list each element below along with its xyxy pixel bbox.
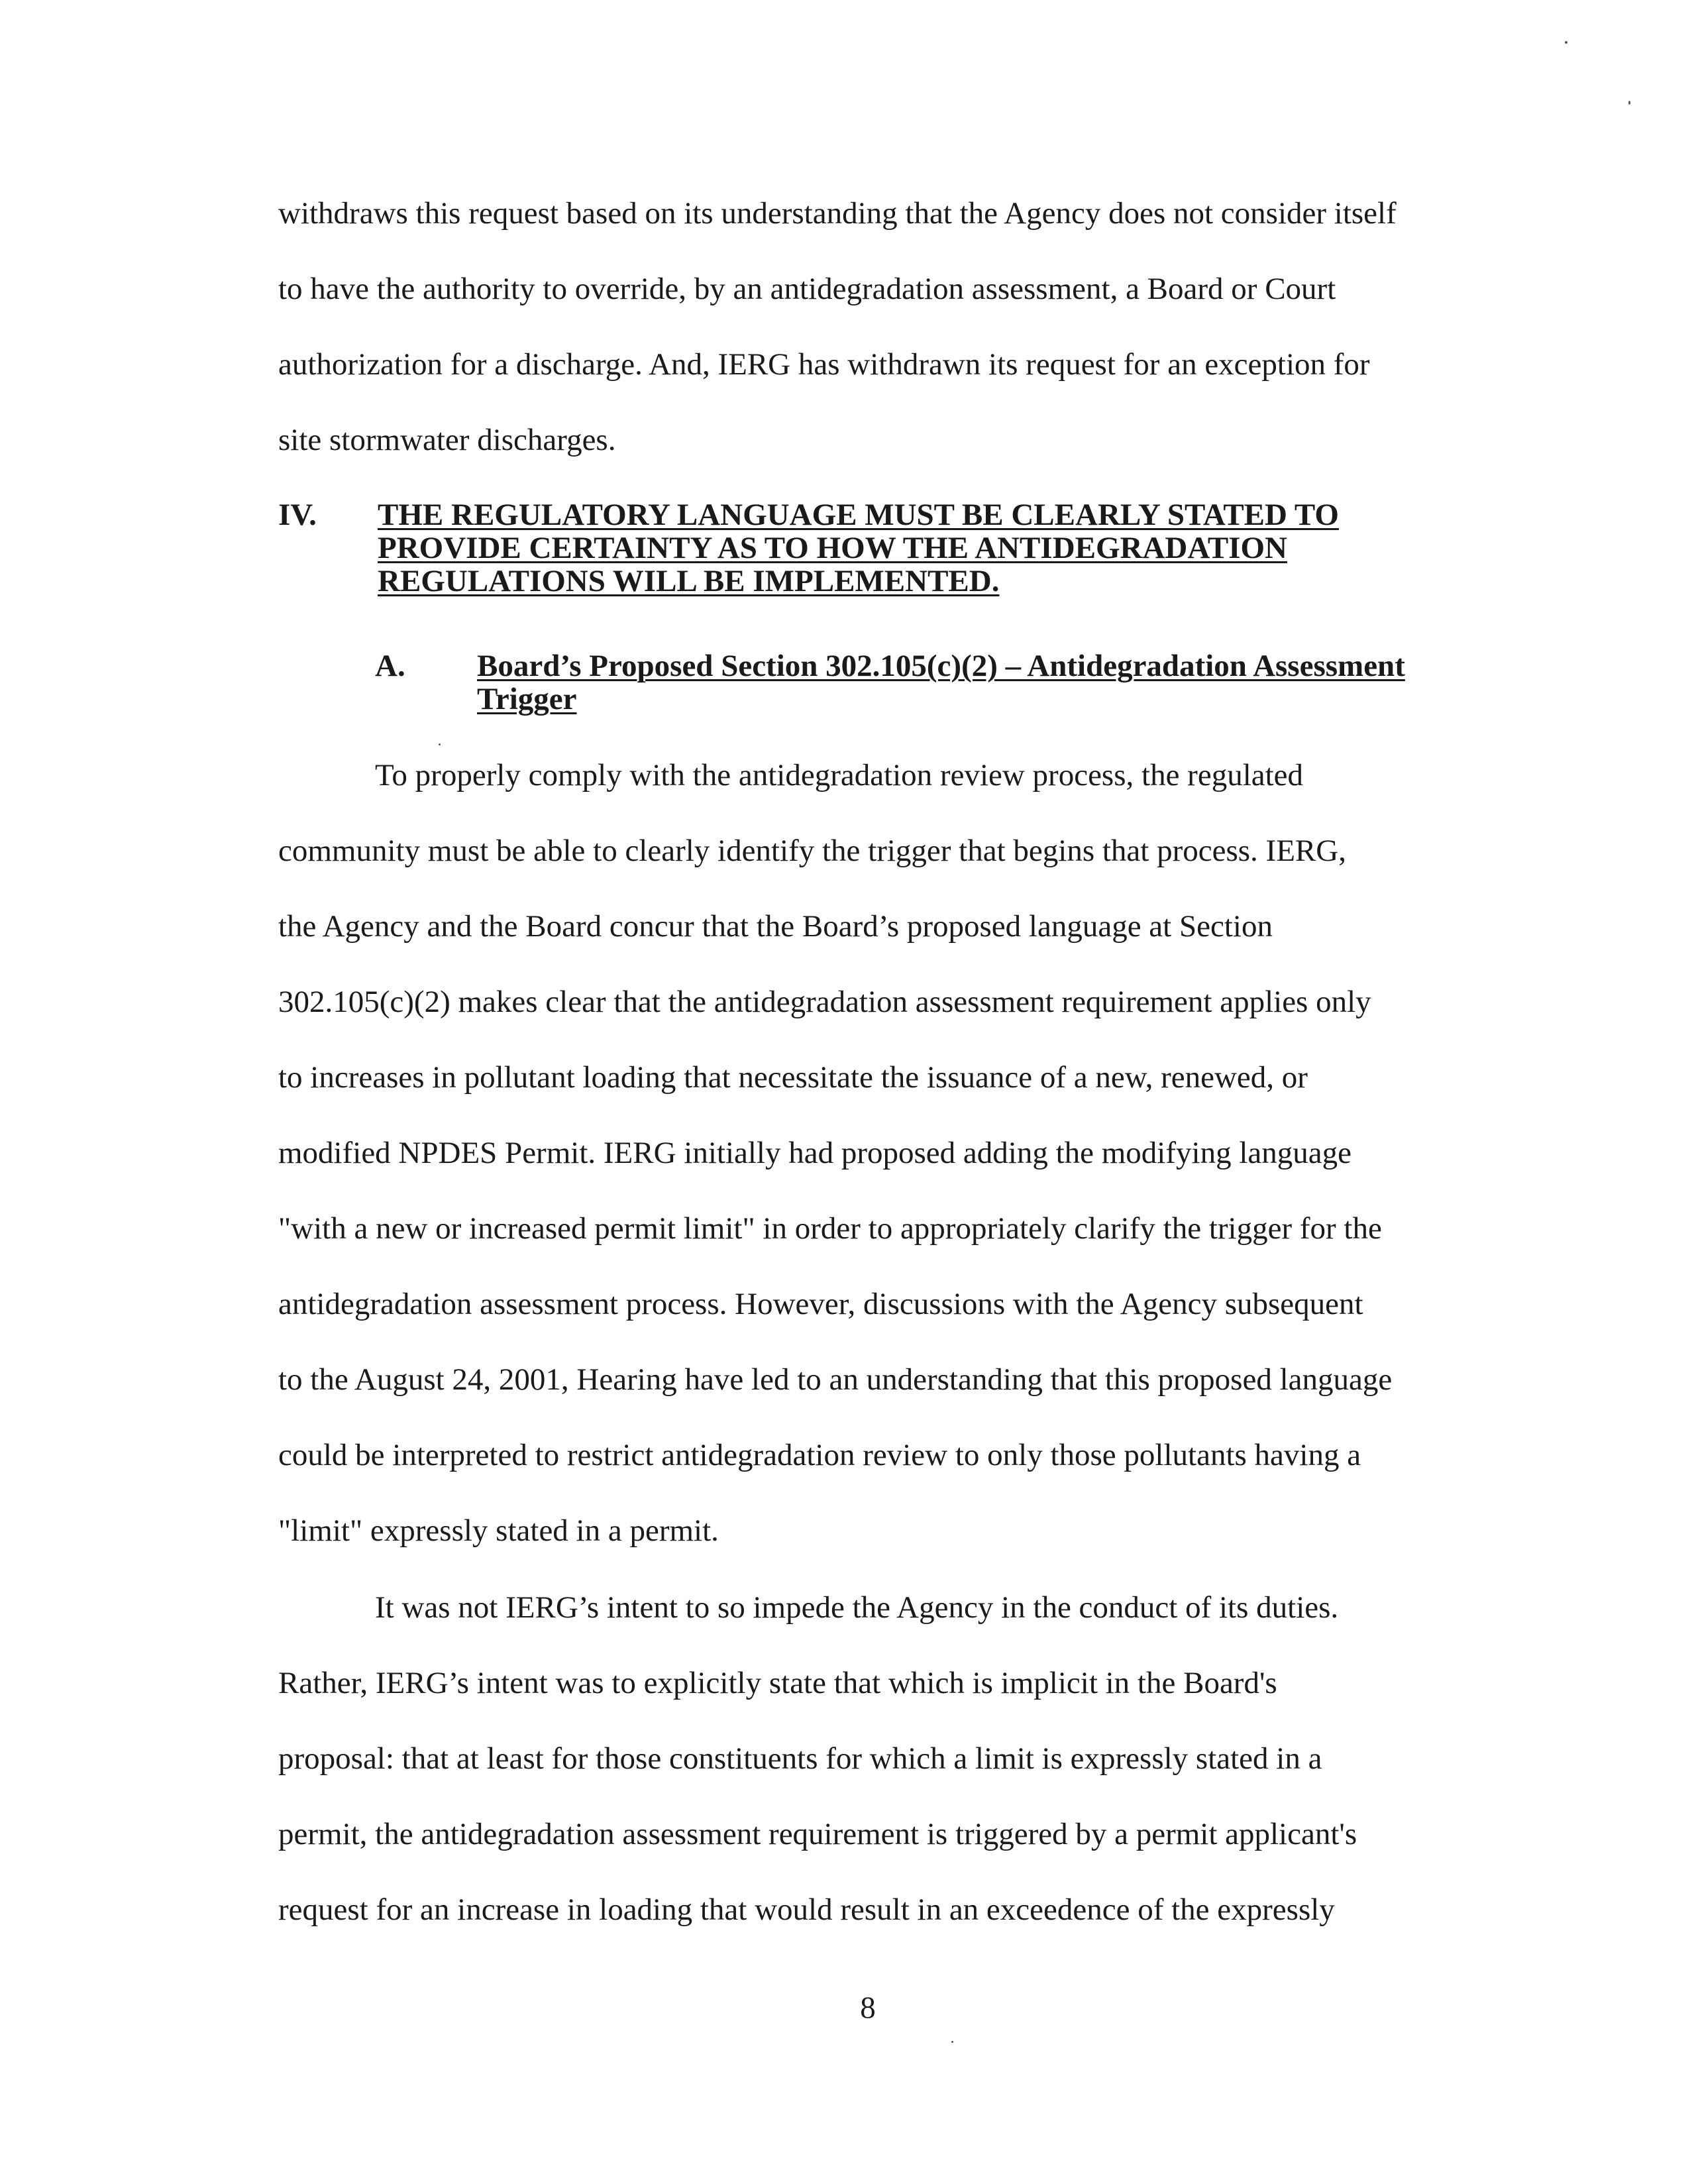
text-line: Rather, IERG’s intent was to explicitly state that which is implicit in the Board's	[278, 1666, 1277, 1700]
text-line: site stormwater discharges.	[278, 423, 616, 457]
text-line: antidegradation assessment process. However, discussions with the Agency subsequent	[278, 1287, 1363, 1321]
text-line: withdraws this request based on its understanding that the Agency does not consider itself	[278, 196, 1397, 231]
text-line: It was not IERG’s intent to so impede the Agency in the conduct of its duties.	[375, 1590, 1339, 1625]
scan-speck	[1565, 41, 1567, 44]
section-title-line: PROVIDE CERTAINTY AS TO HOW THE ANTIDEGRADATION	[378, 531, 1287, 565]
section-title-line: THE REGULATORY LANGUAGE MUST BE CLEARLY STATED TO	[378, 498, 1339, 532]
text-line: to the August 24, 2001, Hearing have led to an understanding that this proposed language	[278, 1362, 1393, 1397]
text-line: community must be able to clearly identify the trigger that begins that process. IERG,	[278, 834, 1346, 868]
text-line: modified NPDES Permit. IERG initially had proposed adding the modifying language	[278, 1136, 1352, 1170]
text-line: to increases in pollutant loading that necessitate the issuance of a new, renewed, or	[278, 1060, 1308, 1095]
subsection-title-line: Board’s Proposed Section 302.105(c)(2) – Antidegradation Assessment	[477, 649, 1405, 683]
text-line: permit, the antidegradation assessment requirement is triggered by a permit applicant's	[278, 1817, 1357, 1851]
subsection-letter: A.	[375, 649, 405, 683]
text-line: could be interpreted to restrict antidegradation review to only those pollutants having a	[278, 1438, 1361, 1472]
text-line: to have the authority to override, by an antidegradation assessment, a Board or Court	[278, 272, 1336, 306]
text-line: the Agency and the Board concur that the Board’s proposed language at Section	[278, 909, 1273, 944]
section-title-line: REGULATIONS WILL BE IMPLEMENTED.	[378, 564, 1000, 598]
text-line: authorization for a discharge. And, IERG has withdrawn its request for an exception for	[278, 347, 1370, 382]
text-line: "with a new or increased permit limit" in order to appropriately clarify the trigger for the	[278, 1211, 1382, 1246]
subsection-heading	[375, 649, 1501, 722]
section-number: IV.	[278, 498, 317, 532]
scan-speck	[951, 2041, 953, 2043]
text-line: proposal: that at least for those constituents for which a limit is expressly stated in a	[278, 1741, 1322, 1776]
text-line: To properly comply with the antidegradation review process, the regulated	[375, 758, 1304, 792]
text-line: request for an increase in loading that would result in an exceedence of the expressly	[278, 1892, 1335, 1927]
text-line: 302.105(c)(2) makes clear that the antidegradation assessment requirement applies only	[278, 985, 1371, 1019]
scan-speck	[439, 743, 441, 745]
subsection-title-line: Trigger	[477, 682, 577, 716]
text-line: "limit" expressly stated in a permit.	[278, 1513, 719, 1548]
page-number: 8	[860, 1991, 876, 2025]
section-heading	[278, 498, 1471, 604]
scan-speck	[1628, 101, 1630, 105]
